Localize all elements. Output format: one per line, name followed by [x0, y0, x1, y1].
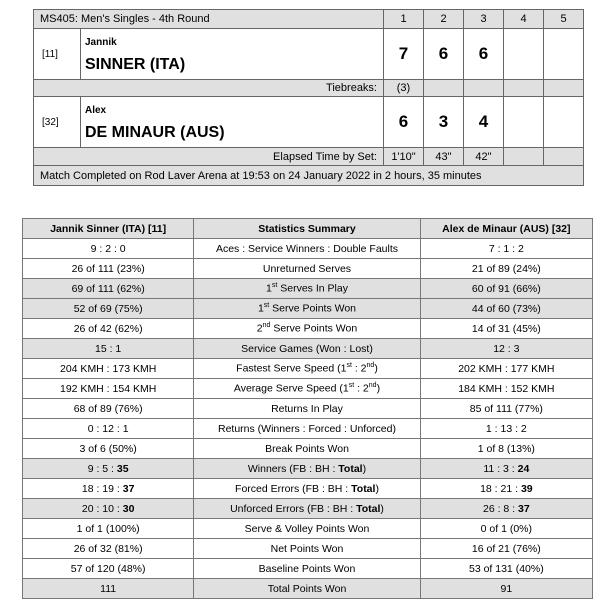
player1-stat: 68 of 89 (76%)	[23, 399, 194, 419]
player1-stat: 26 of 42 (62%)	[23, 319, 194, 339]
player2-stat: 202 KMH : 177 KMH	[420, 359, 592, 379]
stat-label: Unforced Errors (FB : BH : Total)	[194, 499, 420, 519]
statistics-row	[23, 499, 593, 519]
player2-row	[34, 97, 584, 148]
statistics-row	[23, 399, 593, 419]
set-header: 2	[424, 10, 464, 29]
statistics-row	[23, 259, 593, 279]
player2-stat: 1 : 13 : 2	[420, 419, 592, 439]
player1-stat: 15 : 1	[23, 339, 194, 359]
player2-seed: [32]	[34, 97, 81, 148]
player1-stat: 111	[23, 579, 194, 599]
tiebreak-value	[544, 80, 584, 97]
statistics-row	[23, 379, 593, 399]
player1-stat: 20 : 10 : 30	[23, 499, 194, 519]
statistics-row	[23, 239, 593, 259]
player1-stat: 9 : 2 : 0	[23, 239, 194, 259]
statistics-row	[23, 559, 593, 579]
player2-set-score: 3	[424, 97, 464, 148]
player2-stat: 60 of 91 (66%)	[420, 279, 592, 299]
player2-stat: 0 of 1 (0%)	[420, 519, 592, 539]
player2-column-header: Alex de Minaur (AUS) [32]	[420, 219, 592, 239]
match-completed-text: Match Completed on Rod Laver Arena at 19:53 on 24 January 2022 in 2 hours, 35 minutes	[34, 166, 584, 186]
player1-last-name: SINNER (ITA)	[85, 55, 186, 73]
tiebreak-value	[464, 80, 504, 97]
tiebreaks-row	[34, 80, 584, 97]
statistics-header	[23, 219, 593, 239]
player2-set-score: 6	[384, 97, 424, 148]
player1-stat: 9 : 5 : 35	[23, 459, 194, 479]
stat-label: 1st Serve Points Won	[194, 299, 420, 319]
player2-stat: 1 of 8 (13%)	[420, 439, 592, 459]
player1-stat: 57 of 120 (48%)	[23, 559, 194, 579]
statistics-summary-header: Statistics Summary	[194, 219, 420, 239]
stat-label: Fastest Serve Speed (1st : 2nd)	[194, 359, 420, 379]
statistics-row	[23, 359, 593, 379]
player1-row	[34, 29, 584, 80]
player2-stat: 12 : 3	[420, 339, 592, 359]
player1-stat: 26 of 32 (81%)	[23, 539, 194, 559]
stat-label: Returns In Play	[194, 399, 420, 419]
elapsed-value: 1'10"	[384, 148, 424, 166]
elapsed-value: 43"	[424, 148, 464, 166]
player2-stat: 85 of 111 (77%)	[420, 399, 592, 419]
statistics-table	[22, 218, 593, 599]
player2-set-score	[504, 97, 544, 148]
stat-label: Serve & Volley Points Won	[194, 519, 420, 539]
player1-stat: 0 : 12 : 1	[23, 419, 194, 439]
tiebreak-value	[424, 80, 464, 97]
player1-set-score: 6	[424, 29, 464, 80]
statistics-row	[23, 299, 593, 319]
player1-set-score	[544, 29, 584, 80]
player2-name	[81, 97, 384, 148]
elapsed-value	[504, 148, 544, 166]
player2-stat: 11 : 3 : 24	[420, 459, 592, 479]
set-header: 5	[544, 10, 584, 29]
player2-stat: 53 of 131 (40%)	[420, 559, 592, 579]
player2-stat: 7 : 1 : 2	[420, 239, 592, 259]
player2-stat: 91	[420, 579, 592, 599]
set-header: 4	[504, 10, 544, 29]
scoreboard-header	[34, 10, 584, 29]
player2-last-name: DE MINAUR (AUS)	[85, 123, 225, 141]
elapsed-value	[544, 148, 584, 166]
stat-label: Forced Errors (FB : BH : Total)	[194, 479, 420, 499]
stat-label: Break Points Won	[194, 439, 420, 459]
statistics-row	[23, 419, 593, 439]
statistics-row	[23, 279, 593, 299]
player1-stat: 52 of 69 (75%)	[23, 299, 194, 319]
player1-set-score: 7	[384, 29, 424, 80]
stat-label: Service Games (Won : Lost)	[194, 339, 420, 359]
stat-label: Winners (FB : BH : Total)	[194, 459, 420, 479]
tiebreak-value	[504, 80, 544, 97]
player1-first-name: Jannik	[85, 36, 117, 48]
player1-stat: 69 of 111 (62%)	[23, 279, 194, 299]
stat-label: 1st Serves In Play	[194, 279, 420, 299]
player1-stat: 192 KMH : 154 KMH	[23, 379, 194, 399]
player1-stat: 18 : 19 : 37	[23, 479, 194, 499]
player2-first-name: Alex	[85, 104, 107, 116]
player1-stat: 26 of 111 (23%)	[23, 259, 194, 279]
player1-stat: 3 of 6 (50%)	[23, 439, 194, 459]
elapsed-value: 42"	[464, 148, 504, 166]
stat-label: Returns (Winners : Forced : Unforced)	[194, 419, 420, 439]
player2-set-score: 4	[464, 97, 504, 148]
player1-stat: 1 of 1 (100%)	[23, 519, 194, 539]
elapsed-row	[34, 148, 584, 166]
statistics-row	[23, 339, 593, 359]
statistics-row	[23, 519, 593, 539]
stat-label: Average Serve Speed (1st : 2nd)	[194, 379, 420, 399]
scoreboard	[33, 9, 584, 186]
stat-label: Baseline Points Won	[194, 559, 420, 579]
stat-label: Unreturned Serves	[194, 259, 420, 279]
tiebreak-value: (3)	[384, 80, 424, 97]
player2-stat: 14 of 31 (45%)	[420, 319, 592, 339]
completed-row	[34, 166, 584, 186]
statistics-row	[23, 459, 593, 479]
player2-stat: 16 of 21 (76%)	[420, 539, 592, 559]
statistics-row	[23, 319, 593, 339]
statistics-row	[23, 439, 593, 459]
stat-label: Aces : Service Winners : Double Faults	[194, 239, 420, 259]
player2-stat: 21 of 89 (24%)	[420, 259, 592, 279]
stat-label: Total Points Won	[194, 579, 420, 599]
player2-stat: 18 : 21 : 39	[420, 479, 592, 499]
statistics-row	[23, 539, 593, 559]
player2-stat: 44 of 60 (73%)	[420, 299, 592, 319]
tiebreaks-label: Tiebreaks:	[34, 80, 384, 97]
player1-name	[81, 29, 384, 80]
stat-label: 2nd Serve Points Won	[194, 319, 420, 339]
player1-seed: [11]	[34, 29, 81, 80]
player1-stat: 204 KMH : 173 KMH	[23, 359, 194, 379]
stat-label: Net Points Won	[194, 539, 420, 559]
match-title: MS405: Men's Singles - 4th Round	[34, 10, 384, 29]
player1-set-score	[504, 29, 544, 80]
player1-column-header: Jannik Sinner (ITA) [11]	[23, 219, 194, 239]
set-header: 3	[464, 10, 504, 29]
player2-stat: 184 KMH : 152 KMH	[420, 379, 592, 399]
set-header: 1	[384, 10, 424, 29]
player1-set-score: 6	[464, 29, 504, 80]
statistics-row	[23, 579, 593, 599]
elapsed-label: Elapsed Time by Set:	[34, 148, 384, 166]
player2-stat: 26 : 8 : 37	[420, 499, 592, 519]
statistics-row	[23, 479, 593, 499]
player2-set-score	[544, 97, 584, 148]
